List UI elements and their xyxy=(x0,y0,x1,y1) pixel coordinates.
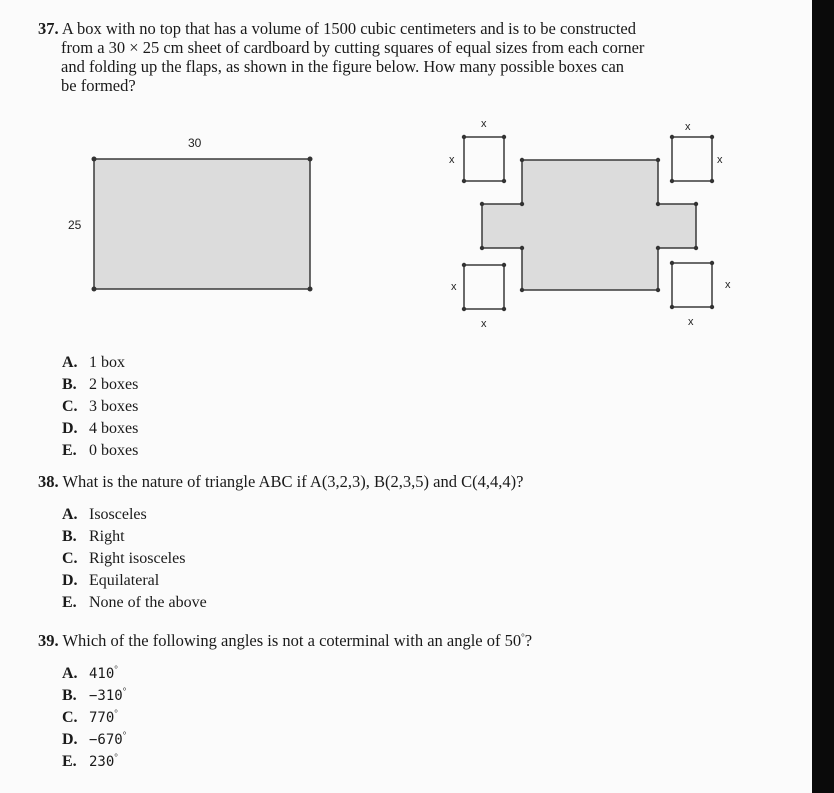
answer-option[interactable] xyxy=(62,592,207,614)
option-text: −670 xyxy=(89,732,123,748)
option-text: 230 xyxy=(89,754,115,770)
degree-symbol: ° xyxy=(114,664,118,674)
x-label: x xyxy=(725,279,731,291)
question-text: Which of the following angles is not a coterminal with an angle of 50 xyxy=(62,631,522,650)
option-text: Isosceles xyxy=(89,506,147,523)
option-letter: A. xyxy=(62,506,78,523)
question-37 xyxy=(38,19,748,95)
degree-symbol: ° xyxy=(521,632,525,642)
degree-symbol: ° xyxy=(114,708,118,718)
answer-option[interactable] xyxy=(62,440,138,462)
option-letter: B. xyxy=(62,376,77,393)
corner-square xyxy=(462,135,506,183)
corner-square xyxy=(670,135,714,183)
option-letter: B. xyxy=(62,687,77,704)
question-text: What is the nature of triangle ABC if A(3,2,3), B(2,3,5) and C(4,4,4)? xyxy=(62,472,524,491)
right-edge-bar xyxy=(812,0,834,793)
question-number: 38. xyxy=(38,472,59,491)
cross-shape xyxy=(482,160,696,290)
option-text: 2 boxes xyxy=(89,376,139,393)
option-text: 410 xyxy=(89,666,115,682)
question-text-end: ? xyxy=(524,631,533,650)
option-letter: D. xyxy=(62,572,78,589)
option-text: 4 boxes xyxy=(89,420,139,437)
cut-corners-figure xyxy=(440,112,760,337)
answer-option[interactable] xyxy=(62,352,125,374)
answer-option[interactable] xyxy=(62,570,159,592)
answer-option[interactable] xyxy=(62,396,138,418)
option-letter: C. xyxy=(62,398,78,415)
x-label: x xyxy=(688,316,694,328)
degree-symbol: ° xyxy=(114,752,118,762)
degree-symbol: ° xyxy=(122,686,127,696)
x-label: x xyxy=(449,154,455,166)
cardboard-sheet-figure xyxy=(60,130,340,305)
option-text: Right isosceles xyxy=(89,550,186,567)
x-label: x xyxy=(451,281,457,293)
question-39 xyxy=(38,628,532,650)
option-letter: A. xyxy=(62,354,78,371)
question-38 xyxy=(38,472,523,491)
option-text: 3 boxes xyxy=(89,398,139,415)
width-label: 30 xyxy=(188,136,202,150)
option-text: 770 xyxy=(89,710,115,726)
option-letter: C. xyxy=(62,550,78,567)
x-label: x xyxy=(481,118,487,130)
option-letter: E. xyxy=(62,442,77,459)
answer-option[interactable] xyxy=(62,418,138,440)
option-letter: B. xyxy=(62,528,77,545)
corner-dot xyxy=(92,287,97,292)
option-letter: D. xyxy=(62,420,78,437)
question-number: 39. xyxy=(38,631,59,650)
answer-option[interactable] xyxy=(62,746,118,773)
option-letter: E. xyxy=(62,753,77,770)
corner-dot xyxy=(308,287,313,292)
question-number: 37. xyxy=(38,19,59,38)
option-letter: C. xyxy=(62,709,78,726)
answer-option[interactable] xyxy=(62,526,125,548)
question-text-line: from a 30 × 25 cm sheet of cardboard by cutting squares of equal sizes from each corner xyxy=(61,38,645,57)
option-text: 0 boxes xyxy=(89,442,139,459)
question-text-line: be formed? xyxy=(61,76,136,95)
corner-dot xyxy=(92,157,97,162)
x-label: x xyxy=(685,121,691,133)
degree-symbol: ° xyxy=(122,730,127,740)
option-letter: E. xyxy=(62,594,77,611)
corner-square xyxy=(462,263,506,311)
corner-dot xyxy=(308,157,313,162)
corner-square xyxy=(670,261,714,309)
option-text: Right xyxy=(89,528,125,545)
option-text: Equilateral xyxy=(89,572,160,589)
x-label: x xyxy=(481,318,487,330)
answer-option[interactable] xyxy=(62,374,138,396)
question-text-line: and folding up the flaps, as shown in the figure below. How many possible boxes can xyxy=(61,57,625,76)
option-text: 1 box xyxy=(89,354,125,371)
option-text: None of the above xyxy=(89,594,207,611)
x-label: x xyxy=(717,154,723,166)
option-letter: A. xyxy=(62,665,78,682)
height-label: 25 xyxy=(68,218,82,232)
question-text-line: A box with no top that has a volume of 1500 cubic centimeters and is to be constructed xyxy=(61,19,637,38)
answer-option[interactable] xyxy=(62,504,147,526)
option-letter: D. xyxy=(62,731,78,748)
option-text: −310 xyxy=(89,688,123,704)
answer-option[interactable] xyxy=(62,548,185,570)
sheet-rectangle xyxy=(94,159,310,289)
